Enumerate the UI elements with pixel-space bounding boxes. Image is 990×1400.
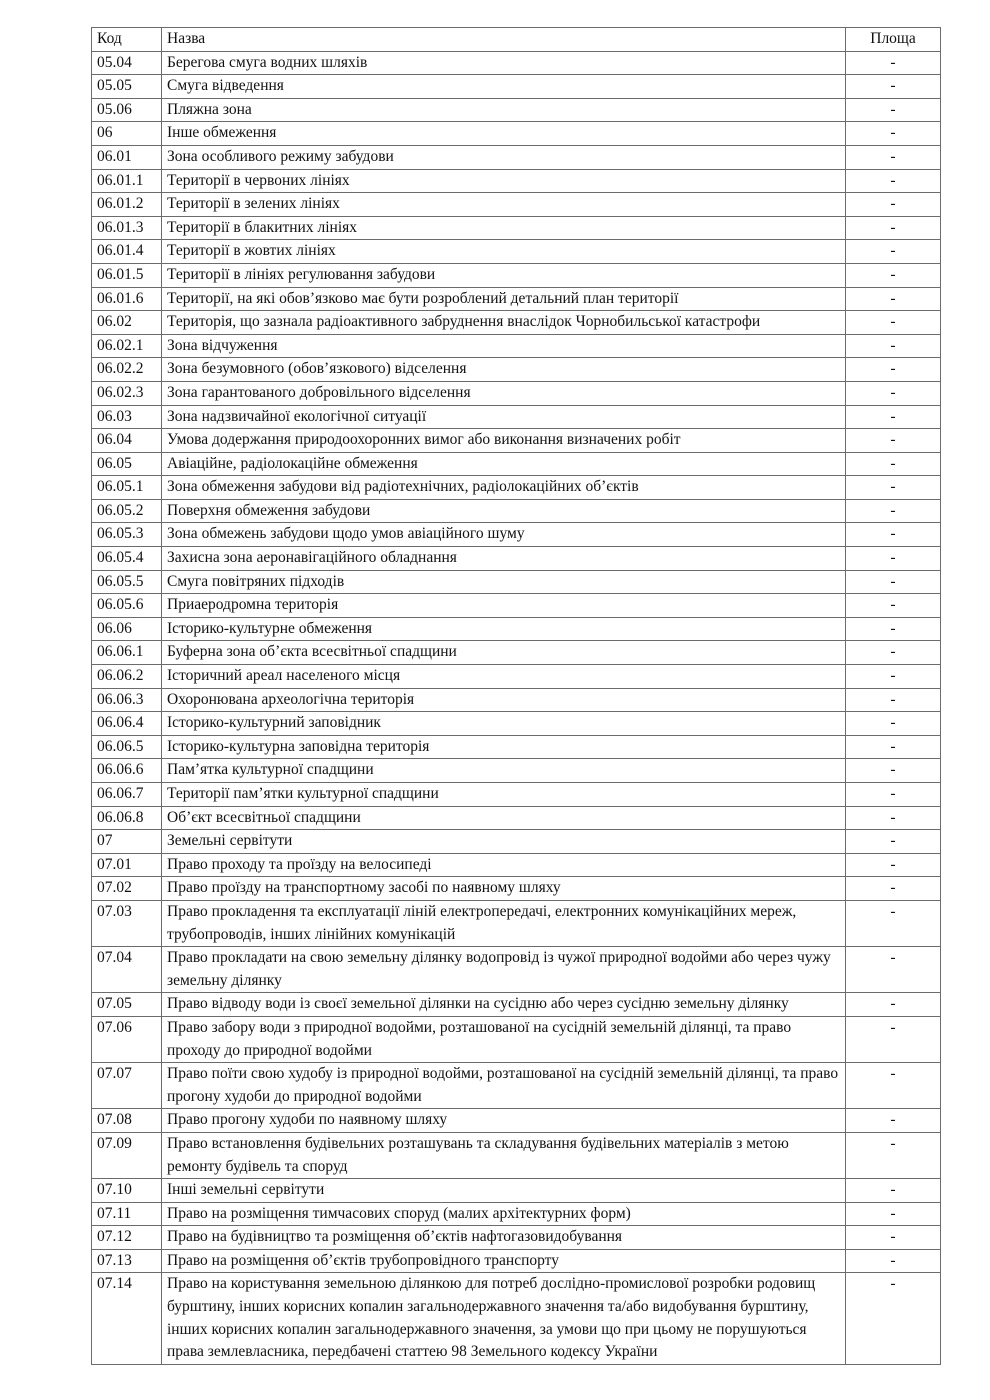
cell-area: - [846, 311, 941, 335]
table-row [92, 311, 941, 335]
table-row [92, 712, 941, 736]
cell-name: Зона особливого режиму забудови [162, 145, 846, 169]
table-row [92, 877, 941, 901]
cell-name: Інше обмеження [162, 122, 846, 146]
cell-area: - [846, 735, 941, 759]
cell-area: - [846, 476, 941, 500]
cell-code: 06.01.6 [92, 287, 162, 311]
cell-area: - [846, 287, 941, 311]
cell-name: Території пам’ятки культурної спадщини [162, 783, 846, 807]
cell-name: Приаеродромна територія [162, 594, 846, 618]
table-row [92, 665, 941, 689]
cell-name: Смуга повітряних підходів [162, 570, 846, 594]
table-row [92, 263, 941, 287]
cell-code: 07.05 [92, 993, 162, 1017]
cell-area: - [846, 499, 941, 523]
table-row [92, 287, 941, 311]
cell-area: - [846, 783, 941, 807]
cell-area: - [846, 641, 941, 665]
cell-code: 05.04 [92, 51, 162, 75]
table-row [92, 993, 941, 1017]
cell-name: Право поїти свою худобу із природної водойми, розташованої на сусідній земельній ділянці, та право прогону худоби до природної водойми [162, 1063, 846, 1109]
cell-name: Буферна зона об’єкта всесвітньої спадщини [162, 641, 846, 665]
cell-code: 07.12 [92, 1226, 162, 1250]
table-row [92, 429, 941, 453]
table-row [92, 75, 941, 99]
cell-name: Поверхня обмеження забудови [162, 499, 846, 523]
table-row [92, 1109, 941, 1133]
cell-area: - [846, 665, 941, 689]
cell-code: 06.06.2 [92, 665, 162, 689]
cell-name: Право на розміщення об’єктів трубопровідного транспорту [162, 1249, 846, 1273]
cell-name: Право прогону худоби по наявному шляху [162, 1109, 846, 1133]
header-name: Назва [162, 28, 846, 52]
cell-code: 06 [92, 122, 162, 146]
cell-name: Об’єкт всесвітньої спадщини [162, 806, 846, 830]
cell-name: Право на розміщення тимчасових споруд (малих архітектурних форм) [162, 1202, 846, 1226]
header-area: Площа [846, 28, 941, 52]
cell-code: 06.02.1 [92, 334, 162, 358]
cell-area: - [846, 1202, 941, 1226]
cell-code: 07.07 [92, 1063, 162, 1109]
cell-code: 06.01.3 [92, 216, 162, 240]
cell-code: 06.01.4 [92, 240, 162, 264]
header-code: Код [92, 28, 162, 52]
cell-name: Право на будівництво та розміщення об’єктів нафтогазовидобування [162, 1226, 846, 1250]
cell-name: Історико-культурна заповідна територія [162, 735, 846, 759]
cell-area: - [846, 523, 941, 547]
cell-code: 06.05.4 [92, 547, 162, 571]
cell-area: - [846, 947, 941, 993]
cell-name: Зона обмеження забудови від радіотехнічних, радіолокаційних об’єктів [162, 476, 846, 500]
cell-area: - [846, 1109, 941, 1133]
cell-code: 06.06.4 [92, 712, 162, 736]
cell-area: - [846, 240, 941, 264]
cell-area: - [846, 358, 941, 382]
cell-area: - [846, 145, 941, 169]
table-body [92, 51, 941, 1364]
table-row [92, 240, 941, 264]
cell-code: 06.01.2 [92, 193, 162, 217]
cell-area: - [846, 169, 941, 193]
cell-code: 06.02 [92, 311, 162, 335]
table-row [92, 122, 941, 146]
cell-name: Охоронювана археологічна територія [162, 688, 846, 712]
table-row [92, 735, 941, 759]
cell-area: - [846, 1249, 941, 1273]
cell-name: Умова додержання природоохоронних вимог або виконання визначених робіт [162, 429, 846, 453]
table-row [92, 830, 941, 854]
cell-name: Території, на які обов’язково має бути розроблений детальний план території [162, 287, 846, 311]
table-row [92, 216, 941, 240]
cell-name: Право встановлення будівельних розташувань та складування будівельних матеріалів з метою ремонту будівель та споруд [162, 1132, 846, 1178]
cell-area: - [846, 712, 941, 736]
cell-area: - [846, 594, 941, 618]
table-row [92, 1273, 941, 1364]
table-row [92, 358, 941, 382]
cell-code: 06.05.3 [92, 523, 162, 547]
cell-area: - [846, 688, 941, 712]
table-row [92, 900, 941, 946]
cell-area: - [846, 193, 941, 217]
cell-code: 07.14 [92, 1273, 162, 1364]
cell-code: 07.10 [92, 1179, 162, 1203]
cell-name: Право проходу та проїзду на велосипеді [162, 853, 846, 877]
cell-code: 07.06 [92, 1016, 162, 1062]
cell-code: 05.06 [92, 98, 162, 122]
table-row [92, 1179, 941, 1203]
cell-code: 05.05 [92, 75, 162, 99]
cell-name: Історико-культурний заповідник [162, 712, 846, 736]
cell-name: Пляжна зона [162, 98, 846, 122]
cell-name: Право забору води з природної водойми, розташованої на сусідній земельній ділянці, та право проходу до природної водойми [162, 1016, 846, 1062]
cell-name: Історико-культурне обмеження [162, 617, 846, 641]
cell-area: - [846, 263, 941, 287]
cell-code: 06.01 [92, 145, 162, 169]
table-row [92, 594, 941, 618]
cell-name: Території в жовтих лініях [162, 240, 846, 264]
cell-code: 06.06.1 [92, 641, 162, 665]
cell-area: - [846, 429, 941, 453]
cell-code: 06.06.7 [92, 783, 162, 807]
cell-code: 07.13 [92, 1249, 162, 1273]
cell-area: - [846, 877, 941, 901]
table-row [92, 334, 941, 358]
cell-code: 06.06.6 [92, 759, 162, 783]
cell-name: Зона безумовного (обов’язкового) відселення [162, 358, 846, 382]
table-row [92, 617, 941, 641]
cell-name: Зона відчуження [162, 334, 846, 358]
cell-code: 07.08 [92, 1109, 162, 1133]
table-row [92, 547, 941, 571]
cell-code: 06.03 [92, 405, 162, 429]
cell-code: 06.01.5 [92, 263, 162, 287]
cell-code: 06.01.1 [92, 169, 162, 193]
document-page [91, 27, 940, 1365]
cell-code: 06.04 [92, 429, 162, 453]
cell-code: 06.05.5 [92, 570, 162, 594]
cell-code: 06.06.5 [92, 735, 162, 759]
cell-code: 06.02.3 [92, 381, 162, 405]
cell-area: - [846, 1273, 941, 1364]
cell-code: 07.04 [92, 947, 162, 993]
cell-code: 07.09 [92, 1132, 162, 1178]
cell-area: - [846, 1226, 941, 1250]
table-row [92, 759, 941, 783]
table-row [92, 806, 941, 830]
cell-code: 07.02 [92, 877, 162, 901]
cell-area: - [846, 216, 941, 240]
cell-name: Право прокладати на свою земельну ділянку водопровід із чужої природної водойми або через чужу земельну ділянку [162, 947, 846, 993]
cell-area: - [846, 547, 941, 571]
cell-area: - [846, 381, 941, 405]
cell-area: - [846, 1179, 941, 1203]
cell-area: - [846, 334, 941, 358]
cell-name: Берегова смуга водних шляхів [162, 51, 846, 75]
table-row [92, 1226, 941, 1250]
cell-name: Історичний ареал населеного місця [162, 665, 846, 689]
table-row [92, 1202, 941, 1226]
cell-code: 06.05 [92, 452, 162, 476]
table-row [92, 1132, 941, 1178]
cell-code: 07 [92, 830, 162, 854]
cell-name: Право проїзду на транспортному засобі по наявному шляху [162, 877, 846, 901]
cell-name: Зона обмежень забудови щодо умов авіаційного шуму [162, 523, 846, 547]
cell-name: Авіаційне, радіолокаційне обмеження [162, 452, 846, 476]
cell-name: Території в лініях регулювання забудови [162, 263, 846, 287]
cell-code: 06.05.6 [92, 594, 162, 618]
cell-name: Захисна зона аеронавігаційного обладнання [162, 547, 846, 571]
cell-area: - [846, 1016, 941, 1062]
table-row [92, 783, 941, 807]
cell-name: Територія, що зазнала радіоактивного забруднення внаслідок Чорнобильської катастрофи [162, 311, 846, 335]
cell-area: - [846, 853, 941, 877]
cell-name: Право прокладення та експлуатації ліній електропередачі, електронних комунікаційних мереж, трубопроводів, інших лінійних комунікацій [162, 900, 846, 946]
table-row [92, 145, 941, 169]
cell-code: 06.06.3 [92, 688, 162, 712]
table-row [92, 193, 941, 217]
cell-area: - [846, 452, 941, 476]
table-header-row [92, 28, 941, 52]
cell-area: - [846, 570, 941, 594]
cell-code: 07.11 [92, 1202, 162, 1226]
table-row [92, 405, 941, 429]
cell-name: Право відводу води із своєї земельної ділянки на сусідню або через сусідню земельну ділянку [162, 993, 846, 1017]
table-row [92, 688, 941, 712]
cell-name: Земельні сервітути [162, 830, 846, 854]
table-row [92, 476, 941, 500]
table-row [92, 1016, 941, 1062]
cell-area: - [846, 617, 941, 641]
cell-area: - [846, 759, 941, 783]
cell-area: - [846, 993, 941, 1017]
cell-area: - [846, 51, 941, 75]
cell-name: Право на користування земельною ділянкою для потреб дослідно-промислової розробки родовищ бурштину, інших корисних копалин загальнодержавного значення та/або видобування бурштину, інших корисних копалин загальнодержавного значення, за умови що при цьому не порушуються права землевласника, передбачені статтею 98 Земельного кодексу України [162, 1273, 846, 1364]
cell-area: - [846, 806, 941, 830]
table-row [92, 570, 941, 594]
cell-area: - [846, 75, 941, 99]
cell-code: 06.05.2 [92, 499, 162, 523]
cell-area: - [846, 900, 941, 946]
cell-area: - [846, 830, 941, 854]
cell-area: - [846, 122, 941, 146]
cell-name: Території в блакитних лініях [162, 216, 846, 240]
cell-area: - [846, 98, 941, 122]
cell-code: 06.06.8 [92, 806, 162, 830]
cell-name: Пам’ятка культурної спадщини [162, 759, 846, 783]
cell-code: 06.05.1 [92, 476, 162, 500]
cell-name: Зона гарантованого добровільного відселення [162, 381, 846, 405]
table-row [92, 381, 941, 405]
cell-name: Інші земельні сервітути [162, 1179, 846, 1203]
table-row [92, 98, 941, 122]
cell-code: 06.06 [92, 617, 162, 641]
table-row [92, 641, 941, 665]
codes-table [91, 27, 941, 1365]
table-row [92, 523, 941, 547]
table-row [92, 1063, 941, 1109]
cell-code: 07.03 [92, 900, 162, 946]
table-row [92, 947, 941, 993]
table-row [92, 452, 941, 476]
cell-area: - [846, 1063, 941, 1109]
cell-area: - [846, 405, 941, 429]
cell-name: Території в зелених лініях [162, 193, 846, 217]
table-row [92, 499, 941, 523]
cell-name: Території в червоних лініях [162, 169, 846, 193]
cell-code: 07.01 [92, 853, 162, 877]
cell-area: - [846, 1132, 941, 1178]
cell-name: Зона надзвичайної екологічної ситуації [162, 405, 846, 429]
cell-name: Смуга відведення [162, 75, 846, 99]
table-row [92, 51, 941, 75]
cell-code: 06.02.2 [92, 358, 162, 382]
table-row [92, 853, 941, 877]
table-row [92, 1249, 941, 1273]
table-row [92, 169, 941, 193]
